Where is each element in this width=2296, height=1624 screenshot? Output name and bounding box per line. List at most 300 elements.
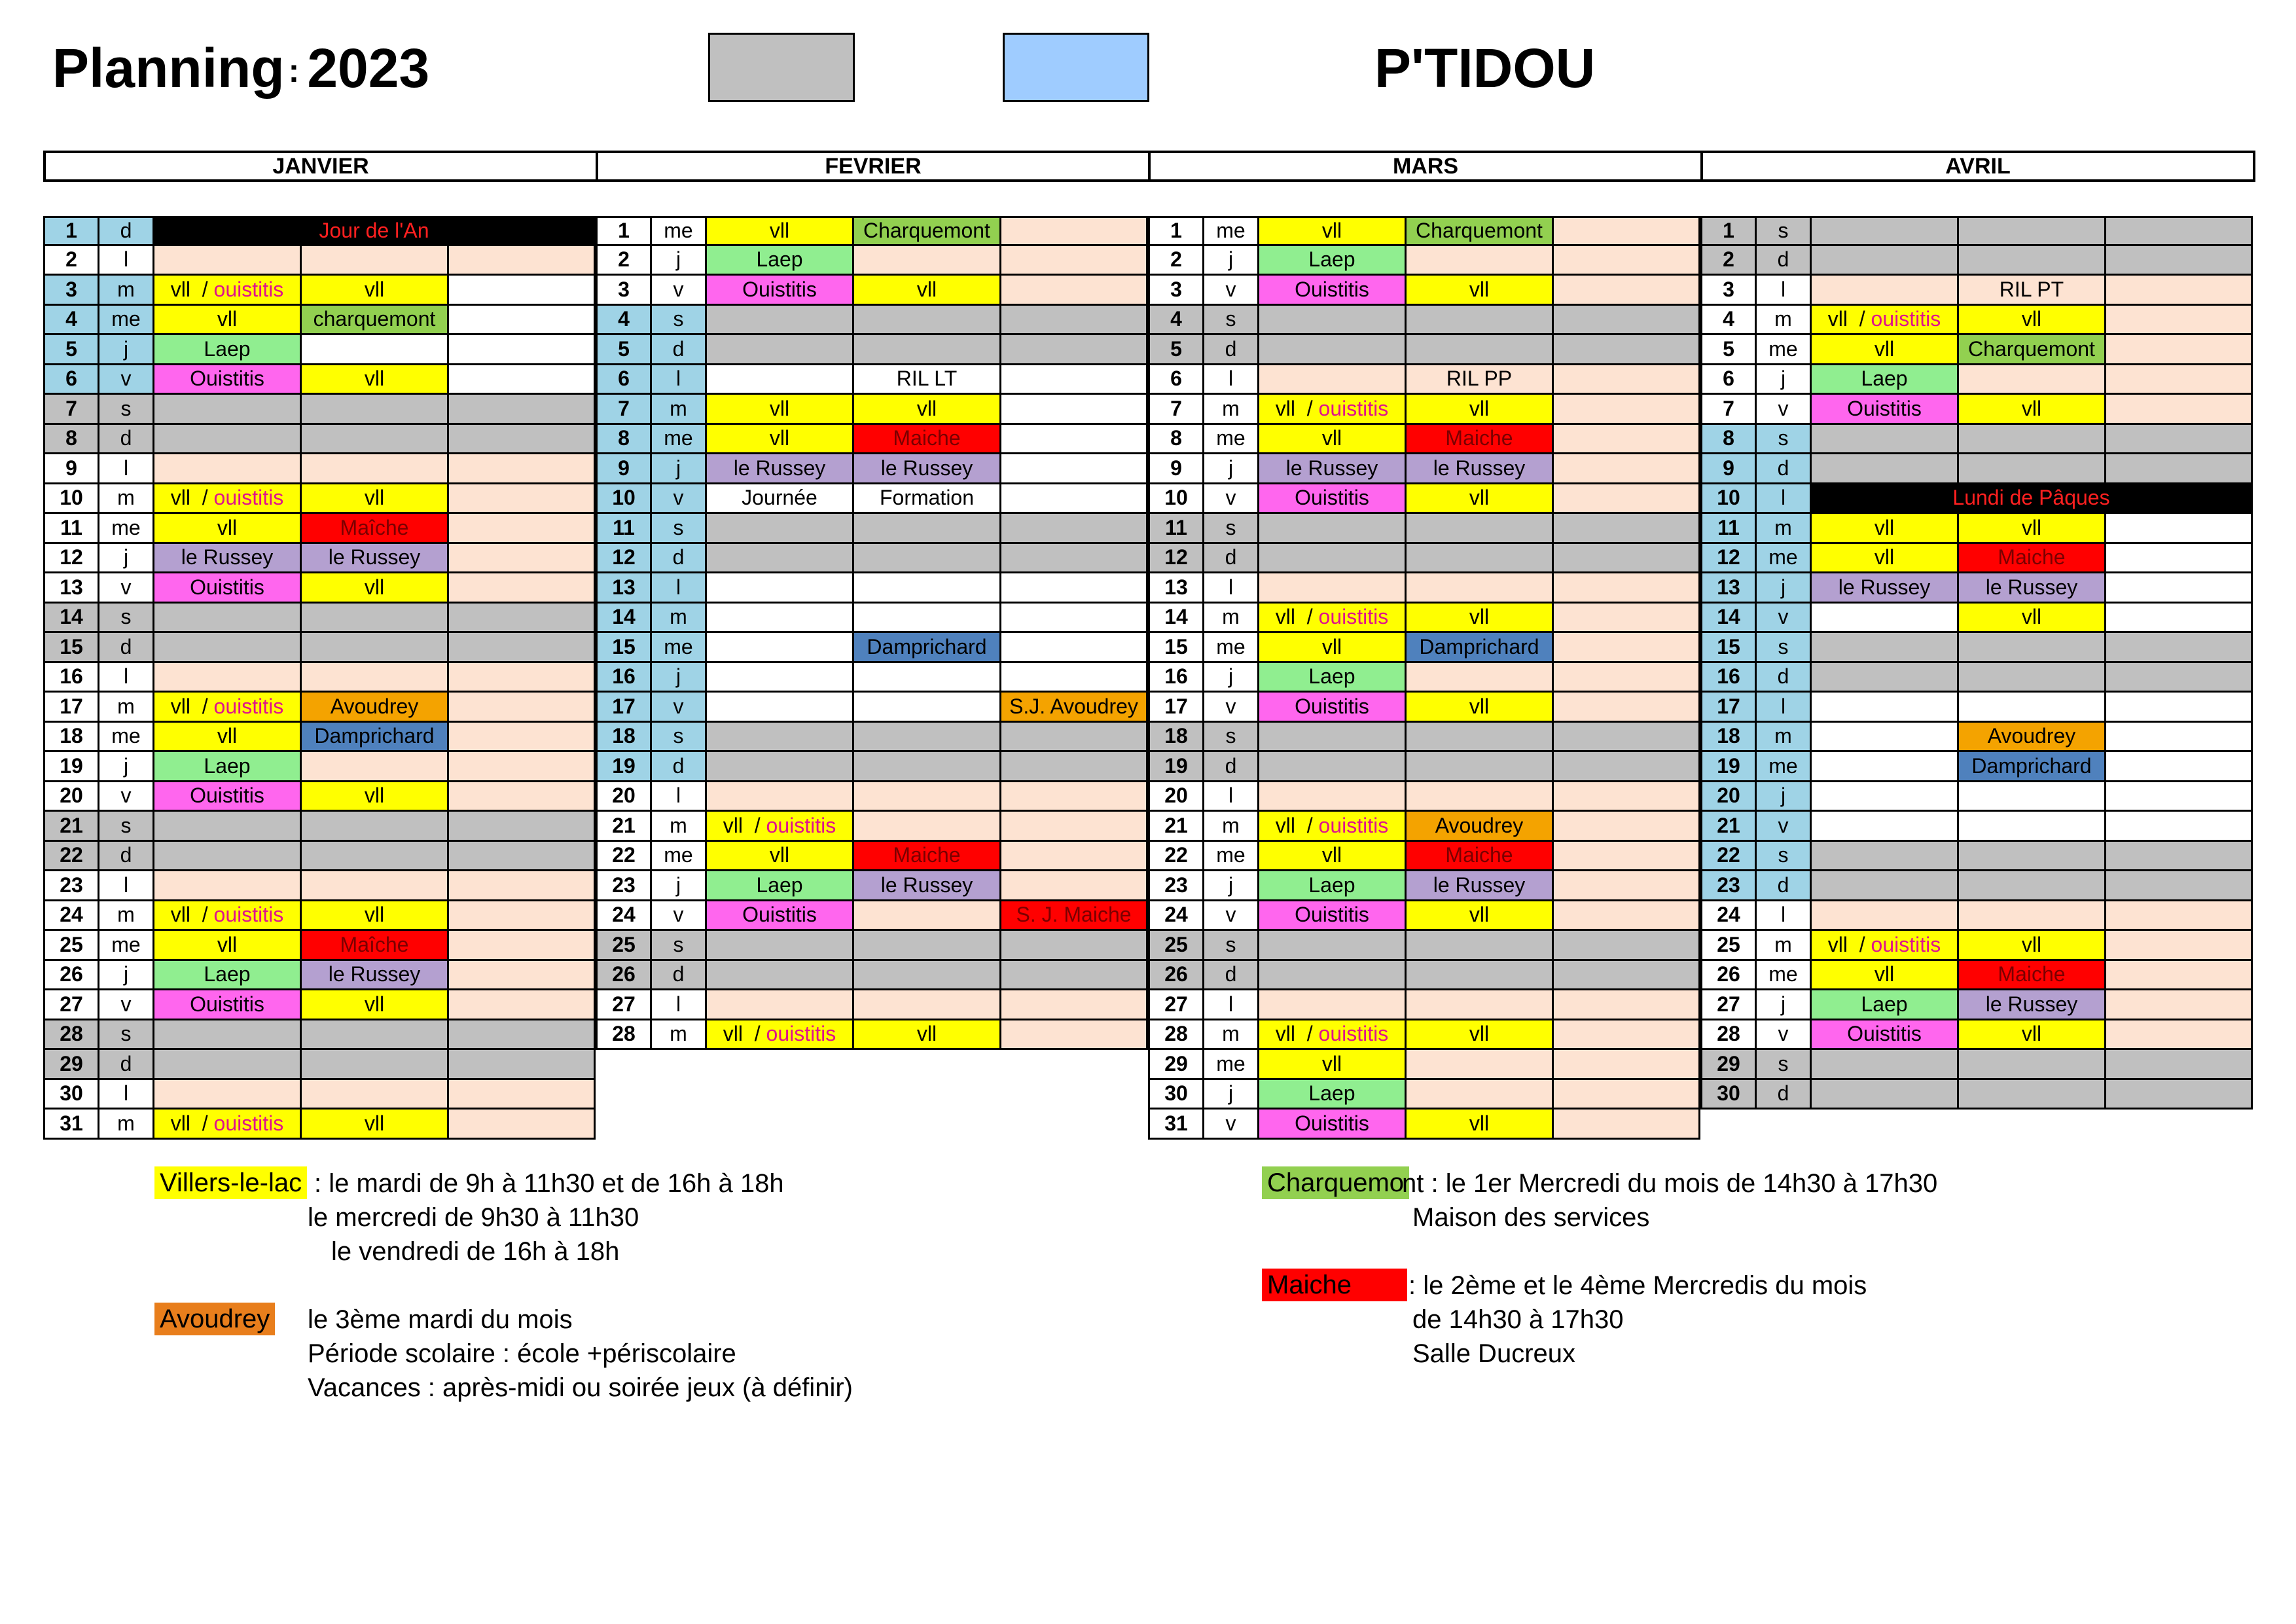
activity-cell [154,395,302,425]
activity-cell: vll / ouistitis [707,1020,854,1051]
day-letter: v [652,276,707,306]
day-number: 7 [43,395,99,425]
day-number: 19 [1700,752,1757,782]
activity-cell [1554,961,1700,991]
day-row [43,663,596,693]
day-row [43,544,596,574]
activity-cell: vll [302,365,449,395]
activity-cell: Laep [1812,990,1959,1020]
day-row [1148,573,1700,604]
activity-cell: Laep [154,752,302,782]
activity-cell: vll / ouistitis [154,484,302,514]
day-number: 24 [43,901,99,931]
activity-cell [1959,782,2106,812]
day-row [596,604,1148,634]
day-row [1700,604,2253,634]
activity-cell [1001,246,1148,276]
activity-cell: Laep [1259,1080,1407,1110]
activity-cell [1554,931,1700,961]
day-letter: d [99,425,154,455]
day-letter: m [99,276,154,306]
activity-cell [1812,425,1959,455]
day-number: 1 [596,216,652,246]
activity-cell [154,1080,302,1110]
activity-cell [449,1110,596,1140]
activity-cell: Damprichard [854,633,1001,663]
activity-cell [1407,1050,1554,1080]
activity-cell [707,544,854,574]
activity-cell [1812,901,1959,931]
day-row [596,335,1148,365]
activity-cell [302,871,449,901]
day-number: 18 [1148,723,1204,753]
activity-cell: Ouistitis [1259,901,1407,931]
day-letter: d [1204,544,1259,574]
day-number: 27 [596,990,652,1020]
activity-cell [1001,752,1148,782]
activity-cell [1259,306,1407,336]
day-row [1700,633,2253,663]
activity-cell [1959,246,2106,276]
day-row [1148,842,1700,872]
activity-cell [2106,365,2253,395]
day-number: 14 [1700,604,1757,634]
activity-cell: vll [302,1110,449,1140]
day-letter: m [1757,931,1812,961]
activity-cell: vll [707,395,854,425]
day-number: 25 [596,931,652,961]
day-number: 17 [1700,693,1757,723]
activity-cell [1959,365,2106,395]
day-letter: s [1757,1050,1812,1080]
activity-cell [1959,633,2106,663]
day-letter: v [1204,693,1259,723]
day-row [43,365,596,395]
day-letter: j [1757,365,1812,395]
day-letter: m [1757,514,1812,544]
day-letter: j [1204,871,1259,901]
day-number: 26 [1148,961,1204,991]
activity-cell [1001,544,1148,574]
day-number: 12 [1700,544,1757,574]
activity-cell [449,1080,596,1110]
day-row [1148,365,1700,395]
activity-cell: vll [1407,276,1554,306]
day-number: 23 [1700,871,1757,901]
activity-cell: vll / ouistitis [1259,604,1407,634]
day-letter: v [1204,484,1259,514]
day-row [596,573,1148,604]
legend-vll-label: Villers-le-lac [154,1166,307,1199]
day-letter: v [99,365,154,395]
day-number: 30 [1148,1080,1204,1110]
activity-cell [2106,842,2253,872]
day-letter: l [652,990,707,1020]
activity-cell [2106,901,2253,931]
day-letter: v [99,573,154,604]
day-row [43,216,596,246]
activity-cell: vll [1959,1020,2106,1051]
activity-cell: RIL PT [1959,276,2106,306]
day-row [596,752,1148,782]
day-letter: me [1757,961,1812,991]
activity-cell [1001,812,1148,842]
activity-cell [1812,693,1959,723]
day-letter: v [1757,812,1812,842]
day-letter: v [652,484,707,514]
day-number: 9 [1700,454,1757,484]
day-number: 6 [1700,365,1757,395]
day-number: 21 [1700,812,1757,842]
activity-cell [1554,604,1700,634]
day-number: 25 [1148,931,1204,961]
activity-cell [1812,633,1959,663]
activity-cell [1959,216,2106,246]
day-row [596,454,1148,484]
day-row [1700,395,2253,425]
activity-cell: le Russey [1407,871,1554,901]
activity-cell: vll [707,425,854,455]
activity-cell [1001,871,1148,901]
activity-cell [449,573,596,604]
activity-cell [154,1050,302,1080]
day-number: 29 [1148,1050,1204,1080]
day-number: 31 [1148,1110,1204,1140]
activity-cell [1554,901,1700,931]
day-row [596,365,1148,395]
activity-cell [2106,961,2253,991]
day-letter: me [99,514,154,544]
day-letter: j [652,871,707,901]
activity-cell [1959,425,2106,455]
day-row [1700,484,2253,514]
activity-cell: vll [1259,216,1407,246]
day-number: 27 [1148,990,1204,1020]
day-number: 1 [1148,216,1204,246]
activity-cell: vll [1407,901,1554,931]
activity-cell: le Russey [302,961,449,991]
day-row [596,633,1148,663]
activity-cell [1812,1050,1959,1080]
day-number: 28 [1700,1020,1757,1051]
activity-cell: Ouistitis [154,365,302,395]
day-row [43,723,596,753]
day-row [1148,1050,1700,1080]
legend-charquemont-text: nt : le 1er Mercredi du mois de 14h30 à 17h30 Maison des services [1402,1169,1938,1232]
day-letter: v [1757,604,1812,634]
legend-swatch-blue [1003,33,1149,102]
activity-cell [1812,723,1959,753]
day-letter: m [1757,723,1812,753]
activity-cell: Ouistitis [1259,276,1407,306]
activity-cell [1554,276,1700,306]
activity-cell [449,663,596,693]
activity-cell: Charquemont [854,216,1001,246]
day-row [1700,1080,2253,1110]
day-row [1148,663,1700,693]
day-letter: m [1204,1020,1259,1051]
activity-cell [1812,246,1959,276]
day-number: 16 [596,663,652,693]
day-row [1700,931,2253,961]
day-number: 12 [596,544,652,574]
day-row [596,484,1148,514]
activity-cell [1554,335,1700,365]
day-letter: d [1757,1080,1812,1110]
day-row [1700,990,2253,1020]
activity-cell [707,723,854,753]
activity-cell [1554,871,1700,901]
activity-cell [854,961,1001,991]
day-number: 29 [43,1050,99,1080]
brand-title: P'TIDOU [1374,37,1596,99]
day-row [1148,1080,1700,1110]
activity-cell: vll [302,990,449,1020]
activity-cell [2106,1050,2253,1080]
activity-cell [854,335,1001,365]
day-letter: d [1757,871,1812,901]
day-letter: l [99,246,154,276]
activity-cell: vll [854,395,1001,425]
activity-cell [707,782,854,812]
day-number: 27 [1700,990,1757,1020]
activity-cell [449,544,596,574]
day-number: 8 [1700,425,1757,455]
activity-cell [1407,931,1554,961]
day-row [1700,335,2253,365]
day-number: 15 [1148,633,1204,663]
activity-cell [154,812,302,842]
day-row [1700,901,2253,931]
activity-cell [1407,573,1554,604]
activity-cell [854,990,1001,1020]
legend-maiche-label: Maiche [1262,1269,1407,1301]
day-letter: me [1204,633,1259,663]
day-row [596,306,1148,336]
day-row [1148,246,1700,276]
day-letter: d [652,961,707,991]
activity-cell [854,693,1001,723]
activity-cell [1554,573,1700,604]
activity-cell: Laep [154,335,302,365]
day-row [43,484,596,514]
day-letter: s [1204,723,1259,753]
activity-cell: vll [154,306,302,336]
day-row [596,901,1148,931]
activity-cell: vll [1407,1110,1554,1140]
day-number: 28 [43,1020,99,1051]
activity-cell [449,365,596,395]
activity-cell: Formation [854,484,1001,514]
day-number: 16 [1148,663,1204,693]
day-letter: j [99,961,154,991]
day-letter: v [1204,276,1259,306]
day-letter: l [1757,901,1812,931]
activity-cell: vll / ouistitis [1259,1020,1407,1051]
day-number: 21 [596,812,652,842]
activity-cell [1554,454,1700,484]
day-number: 6 [43,365,99,395]
activity-cell: vll [1407,693,1554,723]
day-number: 6 [1148,365,1204,395]
activity-cell: Laep [707,871,854,901]
activity-cell [302,454,449,484]
day-number: 17 [1148,693,1204,723]
day-number: 12 [1148,544,1204,574]
day-letter: m [99,1110,154,1140]
day-row [1700,723,2253,753]
day-letter: l [99,871,154,901]
day-letter: s [99,395,154,425]
activity-cell: S.J. Avoudrey [1001,693,1148,723]
activity-cell: vll / ouistitis [1812,306,1959,336]
day-row [43,693,596,723]
activity-cell [1001,782,1148,812]
activity-cell [2106,573,2253,604]
day-row [43,395,596,425]
activity-cell [707,573,854,604]
day-row [1148,454,1700,484]
calendar-april [1700,216,2253,1110]
day-row [1700,1050,2253,1080]
activity-cell [1001,484,1148,514]
activity-cell [854,723,1001,753]
activity-cell [1001,365,1148,395]
activity-cell: charquemont [302,306,449,336]
day-letter: me [652,216,707,246]
activity-cell [2106,812,2253,842]
activity-cell: Ouistitis [154,990,302,1020]
day-row [596,723,1148,753]
activity-cell: le Russey [707,454,854,484]
day-letter: me [99,931,154,961]
activity-cell [1959,812,2106,842]
activity-cell [154,454,302,484]
activity-cell [1259,544,1407,574]
day-letter: j [99,544,154,574]
activity-cell: vll [1407,395,1554,425]
day-number: 30 [1700,1080,1757,1110]
activity-cell: vll [1959,514,2106,544]
day-letter: s [1204,931,1259,961]
activity-cell [1554,723,1700,753]
day-letter: d [1204,961,1259,991]
activity-cell: Maiche [854,842,1001,872]
day-row [1148,752,1700,782]
day-row [43,604,596,634]
day-letter: v [99,782,154,812]
activity-cell [1554,1080,1700,1110]
activity-cell [449,782,596,812]
day-row [1700,276,2253,306]
day-row [43,990,596,1020]
day-row [43,276,596,306]
day-row [1148,484,1700,514]
activity-cell [449,306,596,336]
activity-cell [1259,752,1407,782]
activity-cell: vll [1959,604,2106,634]
activity-cell: Laep [154,961,302,991]
day-letter: me [1757,335,1812,365]
legend-avoudrey-text: le 3ème mardi du mois Période scolaire : école +périscolaire Vacances : après-midi ou soirée jeux (à définir) [308,1305,853,1402]
activity-cell [707,514,854,544]
activity-cell [1554,365,1700,395]
day-letter: s [99,1020,154,1051]
activity-cell: vll / ouistitis [154,693,302,723]
day-number: 24 [1148,901,1204,931]
day-letter: s [652,723,707,753]
day-letter: d [99,216,154,246]
day-letter: me [99,306,154,336]
activity-cell [2106,425,2253,455]
activity-cell [2106,454,2253,484]
day-letter: m [652,604,707,634]
activity-cell [1554,693,1700,723]
day-number: 1 [43,216,99,246]
day-row [1700,693,2253,723]
activity-cell: le Russey [1959,573,2106,604]
day-number: 18 [43,723,99,753]
day-letter: l [1204,990,1259,1020]
day-number: 22 [43,842,99,872]
day-row [43,246,596,276]
activity-cell [2106,544,2253,574]
day-letter: l [1204,573,1259,604]
activity-cell [449,395,596,425]
day-letter: d [1204,335,1259,365]
day-row [596,544,1148,574]
activity-cell [2106,693,2253,723]
activity-cell [1001,306,1148,336]
activity-cell [1407,544,1554,574]
month-header: AVRIL [1945,153,2011,179]
day-number: 22 [596,842,652,872]
activity-cell [302,812,449,842]
activity-cell [2106,216,2253,246]
day-number: 4 [43,306,99,336]
activity-cell [1407,961,1554,991]
activity-cell [302,1080,449,1110]
day-letter: d [1757,454,1812,484]
activity-cell [302,1020,449,1051]
day-letter: l [1204,782,1259,812]
activity-cell [1407,990,1554,1020]
day-row [596,663,1148,693]
day-row [43,425,596,455]
activity-cell [854,246,1001,276]
activity-cell [707,663,854,693]
activity-cell [1554,306,1700,336]
day-number: 9 [596,454,652,484]
activity-cell: Maiche [854,425,1001,455]
activity-cell [854,573,1001,604]
activity-cell [2106,1020,2253,1051]
activity-cell [707,693,854,723]
activity-cell [2106,306,2253,336]
day-number: 8 [1148,425,1204,455]
activity-cell [1259,931,1407,961]
activity-cell [1554,990,1700,1020]
activity-cell: vll [302,573,449,604]
activity-cell [1959,871,2106,901]
activity-cell: vll / ouistitis [154,276,302,306]
activity-cell [1812,663,1959,693]
activity-cell [854,306,1001,336]
day-letter: j [1757,990,1812,1020]
day-letter: me [1204,216,1259,246]
activity-cell [1001,216,1148,246]
day-row [1148,931,1700,961]
